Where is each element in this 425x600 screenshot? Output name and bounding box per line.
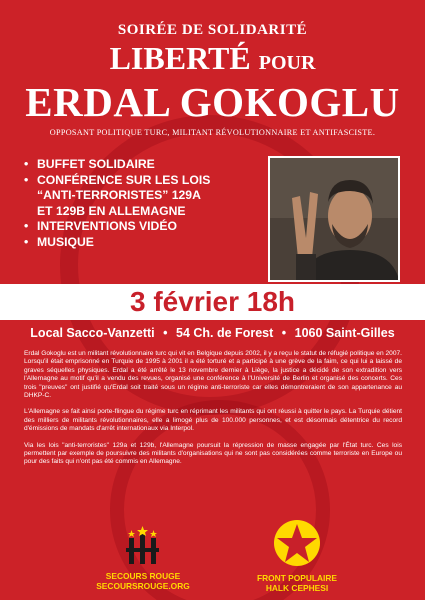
- bullet-dot-icon: •: [24, 172, 29, 187]
- liberte-heading: [0, 41, 425, 80]
- red-star-circle-icon: [272, 518, 322, 568]
- liberte-word: LIBERTÉ: [109, 40, 251, 76]
- portrait-illustration: [270, 158, 400, 282]
- program-item-text: BUFFET SOLIDAIRE: [37, 157, 155, 171]
- program-item: [24, 235, 264, 251]
- front-populaire-logo: [242, 518, 352, 593]
- portrait-photo: [268, 156, 400, 282]
- venue-city: 1060 Saint-Gilles: [294, 326, 395, 340]
- article-body: [24, 350, 402, 475]
- program-item: [24, 173, 264, 220]
- separator-dot-icon: •: [163, 326, 168, 340]
- flyer-header: [0, 22, 425, 137]
- program-item: [24, 219, 264, 235]
- venue-address: 54 Ch. de Forest: [176, 326, 274, 340]
- person-description: OPPOSANT POLITIQUE TURC, MILITANT RÉVOLUTIONNAIRE ET ANTIFASCISTE.: [49, 128, 376, 137]
- separator-dot-icon: •: [281, 326, 287, 340]
- program-item-text: [37, 173, 210, 220]
- program-item-line: “ANTI-TERRORISTES” 129A: [37, 188, 201, 202]
- program-item-text: INTERVENTIONS VIDÉO: [37, 219, 177, 233]
- program-item-line: CONFÉRENCE SUR LES LOIS: [37, 172, 211, 187]
- bullet-dot-icon: •: [24, 219, 29, 233]
- program-item-text: MUSIQUE: [37, 234, 94, 249]
- front-populaire-name: FRONT POPULAIRE: [256, 573, 338, 583]
- event-location: [0, 326, 425, 340]
- secours-rouge-name: SECOURS ROUGE: [105, 571, 181, 581]
- halk-cephesi-name: HALK CEPHESI: [265, 583, 329, 593]
- pour-word: POUR: [258, 52, 316, 74]
- event-date: 3 février 18h: [130, 286, 295, 317]
- secours-rouge-logo: [88, 526, 198, 591]
- secours-rouge-emblem-icon: [123, 526, 163, 566]
- program-item: [24, 157, 264, 173]
- program-list: [24, 157, 264, 250]
- venue-name: Local Sacco-Vanzetti: [30, 326, 155, 340]
- secours-rouge-url: SECOURSROUGE.ORG: [96, 581, 190, 591]
- bullet-dot-icon: •: [24, 157, 29, 171]
- article-paragraph: L'Allemagne se fait ainsi porte-flingue du régime turc en réprimant les militants qui ont réussi à quitter le pays. La Turquie détient des milliers de militants révolutionnaires, elle a limogé plus de 100.000 personnes, et est désormais détentrice du record d'émissions de mandats d'arrêt internationaux via Interpol.: [24, 408, 402, 433]
- event-type-heading: SOIRÉE DE SOLIDARITÉ: [117, 22, 308, 38]
- person-name-heading: ERDAL GOKOGLU: [25, 79, 400, 125]
- article-paragraph: Via les lois "anti-terroristes" 129a et 129b, l'Allemagne poursuit la répression de masse engagée par l'État turc. Ces lois permettent par exemple de poursuivre des militants d'organisations qui ne sont pas considérées comme terroriste en Europe ou pour des faits qui n'ont pas été commis en Allemagne.: [24, 441, 402, 466]
- bullet-dot-icon: •: [24, 234, 29, 249]
- article-paragraph: Erdal Gokoglu est un militant révolutionnaire turc qui vit en Belgique depuis 2002, il y a reçu le statut de réfugié politique en 2007. Lorsqu'il était emprisonné en Turquie de 1995 à 2001 il a été torturé et a participé à une grève de la faim, ce qui lui a laissé de graves séquelles physiques. Erdal a été arrêté le 13 novembre dernier à Liège, la justice a décidé de son extradition vers l'Allemagne au motif qu'il a vendu des revues, organisé une conférence à l'Université de Berlin et organisé des concerts. Ces trois "preuves" ont justifié qu'Erdal soit traité sous un régime anti-terroriste car elles démontreraient de son appartenance au DHKP-C.: [24, 350, 402, 400]
- program-item-line: ET 129B EN ALLEMAGNE: [37, 203, 186, 218]
